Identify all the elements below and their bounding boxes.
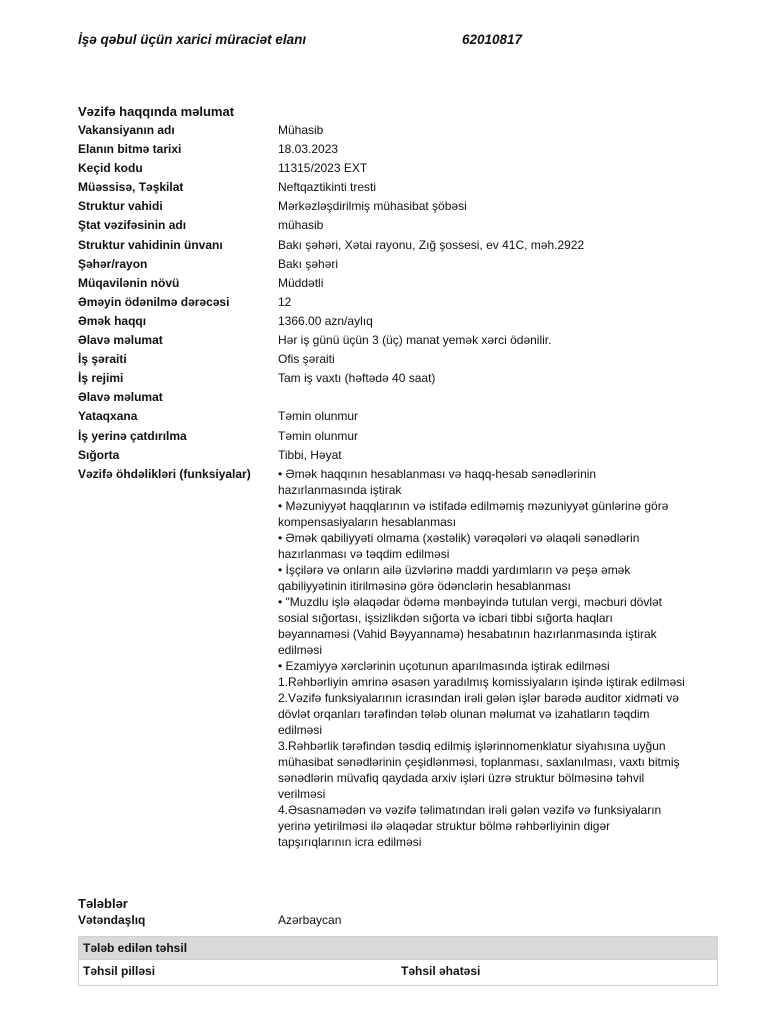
info-row: [78, 428, 718, 444]
info-row: [78, 275, 718, 291]
education-columns: [79, 959, 717, 985]
info-row: [78, 370, 718, 386]
duty-line: qabiliyyətinin itirilməsinə görə ödənclərin hesablanması: [278, 578, 571, 593]
duty-line: bəyannaməsi (Vahid Bəyyannamə) hesabatının hazırlanmasında iştirak: [278, 626, 657, 641]
info-row: [78, 122, 718, 138]
info-label: Sığorta: [78, 447, 120, 462]
info-label: Struktur vahidinin ünvanı: [78, 237, 223, 252]
duties-label: Vəzifə öhdəlikləri (funksiyalar): [78, 466, 251, 481]
info-row: [78, 332, 718, 348]
duty-line: • "Muzdlu işlə əlaqədar ödəmə mənbəyində tutulan vergi, məcburi dövlət: [278, 594, 663, 609]
info-label: İş şəraiti: [78, 352, 127, 367]
info-row: [78, 237, 718, 253]
info-value: Mühasib: [278, 123, 324, 137]
info-value: Təmin olunmur: [278, 409, 359, 424]
duty-line: hazırlanmasında iştirak: [278, 482, 402, 497]
info-value: 18.03.2023: [278, 142, 339, 157]
education-scope-column: Təhsil əhatəsi: [401, 964, 481, 978]
info-value: Bakı şəhəri, Xətai rayonu, Zığ şossesi, ev 41C, məh.2922: [278, 237, 585, 252]
info-value: 1366.00 azn/aylıq: [278, 313, 373, 328]
info-label: Vakansiyanın adı: [78, 123, 175, 137]
info-label: Ştat vəzifəsinin adı: [78, 218, 187, 233]
duty-line: • Ezamiyyə xərclərinin uçotunun aparılmasında iştirak edilməsi: [278, 658, 610, 673]
job-info-table: [78, 122, 718, 853]
document-number: 62010817: [462, 32, 523, 47]
job-info-section-title: Vəzifə haqqında məlumat: [78, 104, 235, 119]
info-value: Mərkəzləşdirilmiş mühasibat şöbəsi: [278, 199, 467, 214]
education-table: [78, 936, 718, 986]
duty-line: tapşırıqlarının icra edilməsi: [278, 834, 422, 849]
duty-line: sənədlərin müvafiq qaydada arxiv işləri üzrə struktur bölməsinə təhvil: [278, 770, 645, 785]
info-row: [78, 408, 718, 424]
duty-line: edilməsi: [278, 722, 323, 737]
duties-row: [78, 466, 718, 850]
info-label: Əmək haqqı: [78, 313, 147, 328]
info-value: Təmin olunmur: [278, 428, 359, 443]
citizenship-value: Azərbaycan: [278, 913, 342, 927]
duty-line: • İşçilərə və onların ailə üzvlərinə maddi yardımların və peşə əmək: [278, 562, 631, 577]
duty-line: kompensasiyaların hesablanması: [278, 514, 457, 529]
duty-line: 2.Vəzifə funksiyalarının icrasından irəli gələn işlər barədə auditor xidməti və: [278, 690, 679, 705]
requirements-section-title: Tələblər: [78, 896, 128, 911]
duty-line: mühasibat sənədlərinin çeşidlənməsi, toplanması, saxlanılması, vaxtı bitmiş: [278, 754, 680, 769]
duty-line: • Əmək qabiliyyəti olmama (xəstəlik) vərəqələri və əlaqəli sənədlərin: [278, 530, 640, 545]
info-label: İş yerinə çatdırılma: [78, 428, 187, 443]
requirements-table: [78, 912, 718, 931]
info-value: [278, 389, 718, 405]
info-value: 12: [278, 294, 292, 309]
duty-line: sosial sığortası, işsizlikdən sığorta və icbari tibbi sığorta haqları: [278, 610, 613, 625]
citizenship-row: [78, 912, 718, 928]
education-table-header: Tələb edilən təhsil: [79, 937, 717, 959]
document-title: İşə qəbul üçün xarici müraciət elanı: [78, 32, 307, 47]
info-label: İş rejimi: [78, 371, 124, 386]
info-row: [78, 217, 718, 233]
info-value: Tam iş vaxtı (həftədə 40 saat): [278, 371, 436, 386]
duty-line: yerinə yetirilməsi ilə əlaqədar struktur bölmə rəhbərliyinin digər: [278, 818, 611, 833]
info-value: Tibbi, Həyat: [278, 447, 342, 462]
duties-text: [278, 466, 718, 850]
info-row: [78, 198, 718, 214]
duty-line: edilməsi: [278, 642, 323, 657]
info-label: Elanın bitmə tarixi: [78, 142, 182, 157]
info-value: Bakı şəhəri: [278, 256, 339, 271]
info-label: Əlavə məlumat: [78, 390, 163, 405]
info-row: [78, 351, 718, 367]
duty-line: 4.Əsasnamədən və vəzifə təlimatından irəli gələn vəzifə və funksiyaların: [278, 802, 662, 817]
info-label: Yataqxana: [78, 409, 138, 424]
info-value: 11315/2023 EXT: [278, 161, 368, 176]
duty-line: verilməsi: [278, 786, 326, 801]
info-row: [78, 389, 718, 405]
info-value: mühasib: [278, 218, 324, 233]
divider: [79, 959, 717, 960]
info-value: Hər iş günü üçün 3 (üç) manat yemək xərci ödənilir.: [278, 333, 552, 348]
info-label: Əlavə məlumat: [78, 333, 163, 348]
info-row: [78, 256, 718, 272]
info-label: Struktur vahidi: [78, 199, 163, 214]
info-row: [78, 141, 718, 157]
info-label: Müəssisə, Təşkilat: [78, 180, 184, 195]
duty-line: 1.Rəhbərliyin əmrinə əsasən yaradılmış komissiyaların işində iştirak edilməsi: [278, 674, 685, 689]
info-row: [78, 294, 718, 310]
duty-line: 3.Rəhbərlik tərəfindən təsdiq edilmiş işlərinnomenklatur siyahısına uyğun: [278, 738, 666, 753]
info-row: [78, 447, 718, 463]
info-value: Neftqaztikinti tresti: [278, 180, 377, 195]
citizenship-label: Vətəndaşlıq: [78, 913, 146, 927]
info-label: Şəhər/rayon: [78, 256, 148, 271]
duty-line: • Əmək haqqının hesablanması və haqq-hesab sənədlərinin: [278, 466, 597, 481]
duty-line: • Məzuniyyət haqqlarının və istifadə edilməmiş məzuniyyət günlərinə görə: [278, 498, 669, 513]
education-level-column: Təhsil pilləsi: [83, 964, 156, 978]
info-label: Keçid kodu: [78, 161, 143, 176]
info-row: [78, 313, 718, 329]
duty-line: dövlət orqanları tərəfindən tələb olunan məlumat və izahatların təqdim: [278, 706, 650, 721]
info-label: Müqavilənin növü: [78, 275, 180, 290]
document-header: [78, 32, 718, 52]
info-label: Əməyin ödənilmə dərəcəsi: [78, 294, 230, 309]
info-value: Müddətli: [278, 275, 324, 290]
info-value: Ofis şəraiti: [278, 352, 335, 367]
duty-line: hazırlanması və təqdim edilməsi: [278, 546, 450, 561]
info-row: [78, 160, 718, 176]
info-row: [78, 179, 718, 195]
